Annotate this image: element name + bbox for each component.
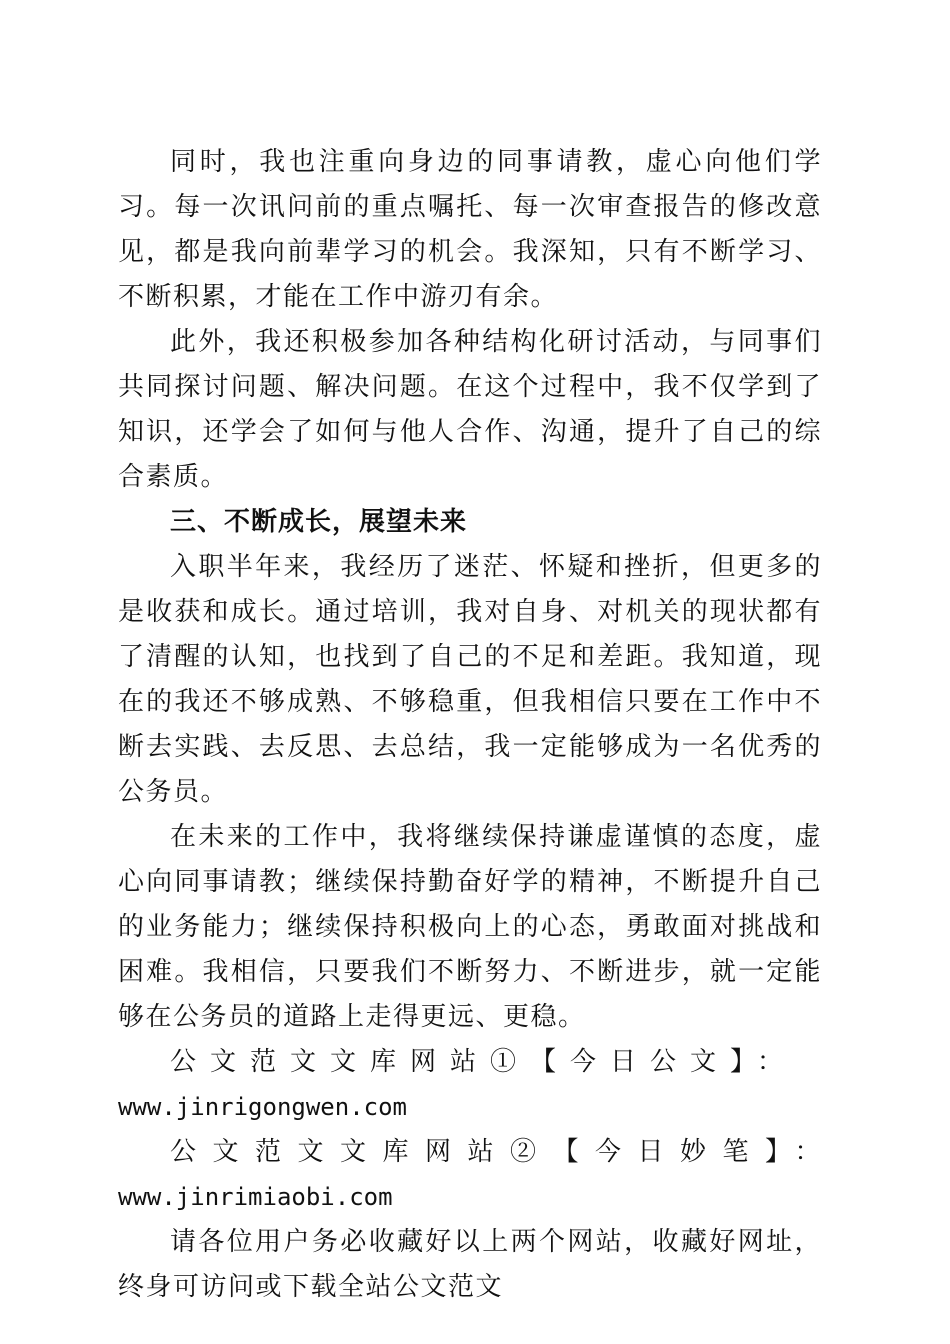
footer-site2-label: 公文范文文库网站②【今日妙笔】： — [170, 1137, 822, 1167]
footer-site1-line — [118, 1040, 822, 1130]
footer-site2-line — [118, 1130, 822, 1220]
footer-notice: 请各位用户务必收藏好以上两个网站，收藏好网址，终身可访问或下载全站公文范文 — [118, 1227, 822, 1302]
paragraph-seminar-activities: 此外，我还积极参加各种结构化研讨活动，与同事们共同探讨问题、解决问题。在这个过程中，我不仅学到了知识，还学会了如何与他人合作、沟通，提升了自己的综合素质。 — [118, 327, 822, 492]
section-heading-3: 三、不断成长，展望未来 — [170, 507, 468, 537]
paragraph-half-year-growth: 入职半年来，我经历了迷茫、怀疑和挫折，但更多的是收获和成长。通过培训，我对自身、对机关的现状都有了清醒的认知，也找到了自己的不足和差距。我知道，现在的我还不够成熟、不够稳重，但我相信只要在工作中不断去实践、去反思、去总结，我一定能够成为一名优秀的公务员。 — [118, 552, 822, 807]
footer-site1-url[interactable]: www.jinrigongwen.com — [118, 1093, 407, 1121]
paragraph-consult-colleagues: 同时，我也注重向身边的同事请教，虚心向他们学习。每一次讯问前的重点嘱托、每一次审查报告的修改意见，都是我向前辈学习的机会。我深知，只有不断学习、不断积累，才能在工作中游刃有余。 — [118, 147, 822, 312]
footer-site2-url[interactable]: www.jinrimiaobi.com — [118, 1183, 393, 1211]
paragraph-future-work: 在未来的工作中，我将继续保持谦虚谨慎的态度，虚心向同事请教；继续保持勤奋好学的精神，不断提升自己的业务能力；继续保持积极向上的心态，勇敢面对挑战和困难。我相信，只要我们不断努力、不断进步，就一定能够在公务员的道路上走得更远、更稳。 — [118, 822, 822, 1032]
footer-site1-label: 公文范文文库网站①【今日公文】： — [170, 1047, 798, 1077]
document-body — [118, 140, 822, 1310]
